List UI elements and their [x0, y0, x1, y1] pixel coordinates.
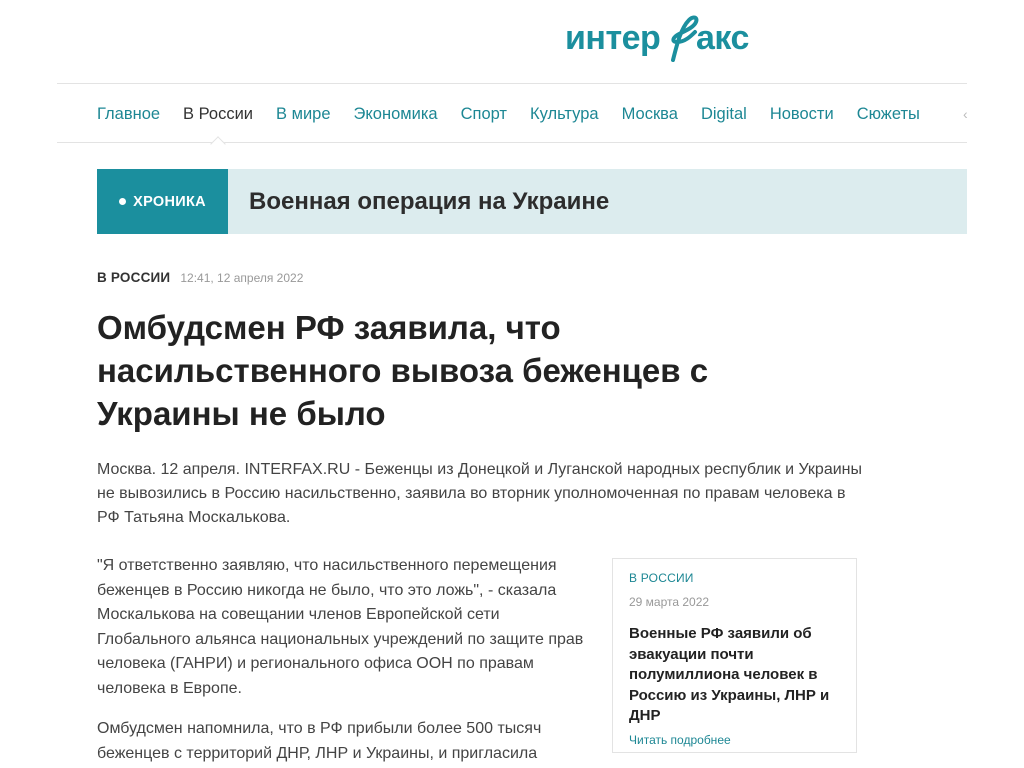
chronicle-title[interactable]: Военная операция на Украине [249, 187, 610, 215]
related-title[interactable]: Военные РФ заявили об эвакуации почти полумиллиона человек в Россию из Украины, ЛНР и ДНР [629, 625, 830, 724]
nav-item-5[interactable]: Культура [530, 105, 599, 123]
svg-text:интер: интер [565, 19, 661, 57]
nav-item-1[interactable]: В России [183, 85, 253, 143]
dot-icon [119, 198, 126, 205]
article-lead: Москва. 12 апреля. INTERFAX.RU - Беженцы из Донецкой и Луганской народных республик и Украины не вывозились в Россию насильственно, заявила во вторник уполномоченная по правам человека в РФ Татьяна Москалькова. [97, 461, 862, 526]
article-rubric[interactable]: В РОССИИ [97, 270, 171, 285]
main-nav [57, 85, 967, 143]
read-more-link[interactable]: Читать подробнее [629, 732, 731, 747]
article-paragraph: "Я ответственно заявляю, что насильственного перемещения беженцев в Россию никогда не было, что это ложь", - сказала Москалькова на совещании членов Европейской сети Глобального альянса национальных учреждений по защите прав человека (ГАНРИ) и регионального офиса ООН по правам человека в Европе. [97, 557, 584, 697]
related-rubric[interactable]: В РОССИИ [629, 571, 694, 585]
article-headline: Омбудсмен РФ заявила, что насильственного вывоза беженцев с Украины не было [97, 309, 709, 432]
related-article-card[interactable] [612, 558, 857, 753]
nav-item-3[interactable]: Экономика [353, 105, 438, 123]
interfax-logo-wordmark [565, 14, 765, 64]
svg-text:акс: акс [696, 19, 749, 57]
nav-overflow-icon[interactable]: ‹ [963, 106, 968, 122]
chronicle-tag [97, 169, 228, 234]
interfax-logo[interactable] [565, 14, 765, 64]
article-timestamp: 12:41, 12 апреля 2022 [180, 271, 304, 285]
nav-item-0[interactable]: Главное [97, 105, 161, 123]
chronicle-banner[interactable] [97, 169, 967, 234]
nav-item-7[interactable]: Digital [700, 105, 747, 123]
nav-item-9[interactable]: Сюжеты [856, 105, 920, 123]
nav-item-2[interactable]: В мире [276, 105, 331, 123]
nav-item-4[interactable]: Спорт [460, 105, 507, 123]
article-meta [97, 270, 303, 288]
nav-item-6[interactable]: Москва [621, 105, 678, 123]
site-header [57, 0, 967, 84]
nav-item-8[interactable]: Новости [769, 105, 834, 123]
related-date: 29 марта 2022 [629, 595, 710, 609]
chronicle-tag-label: ХРОНИКА [133, 193, 206, 210]
article-paragraph: Омбудсмен напомнила, что в РФ прибыли более 500 тысяч беженцев с территорий ДНР, ЛНР и Украины, и пригласила [97, 720, 542, 762]
nav-list [97, 85, 943, 143]
